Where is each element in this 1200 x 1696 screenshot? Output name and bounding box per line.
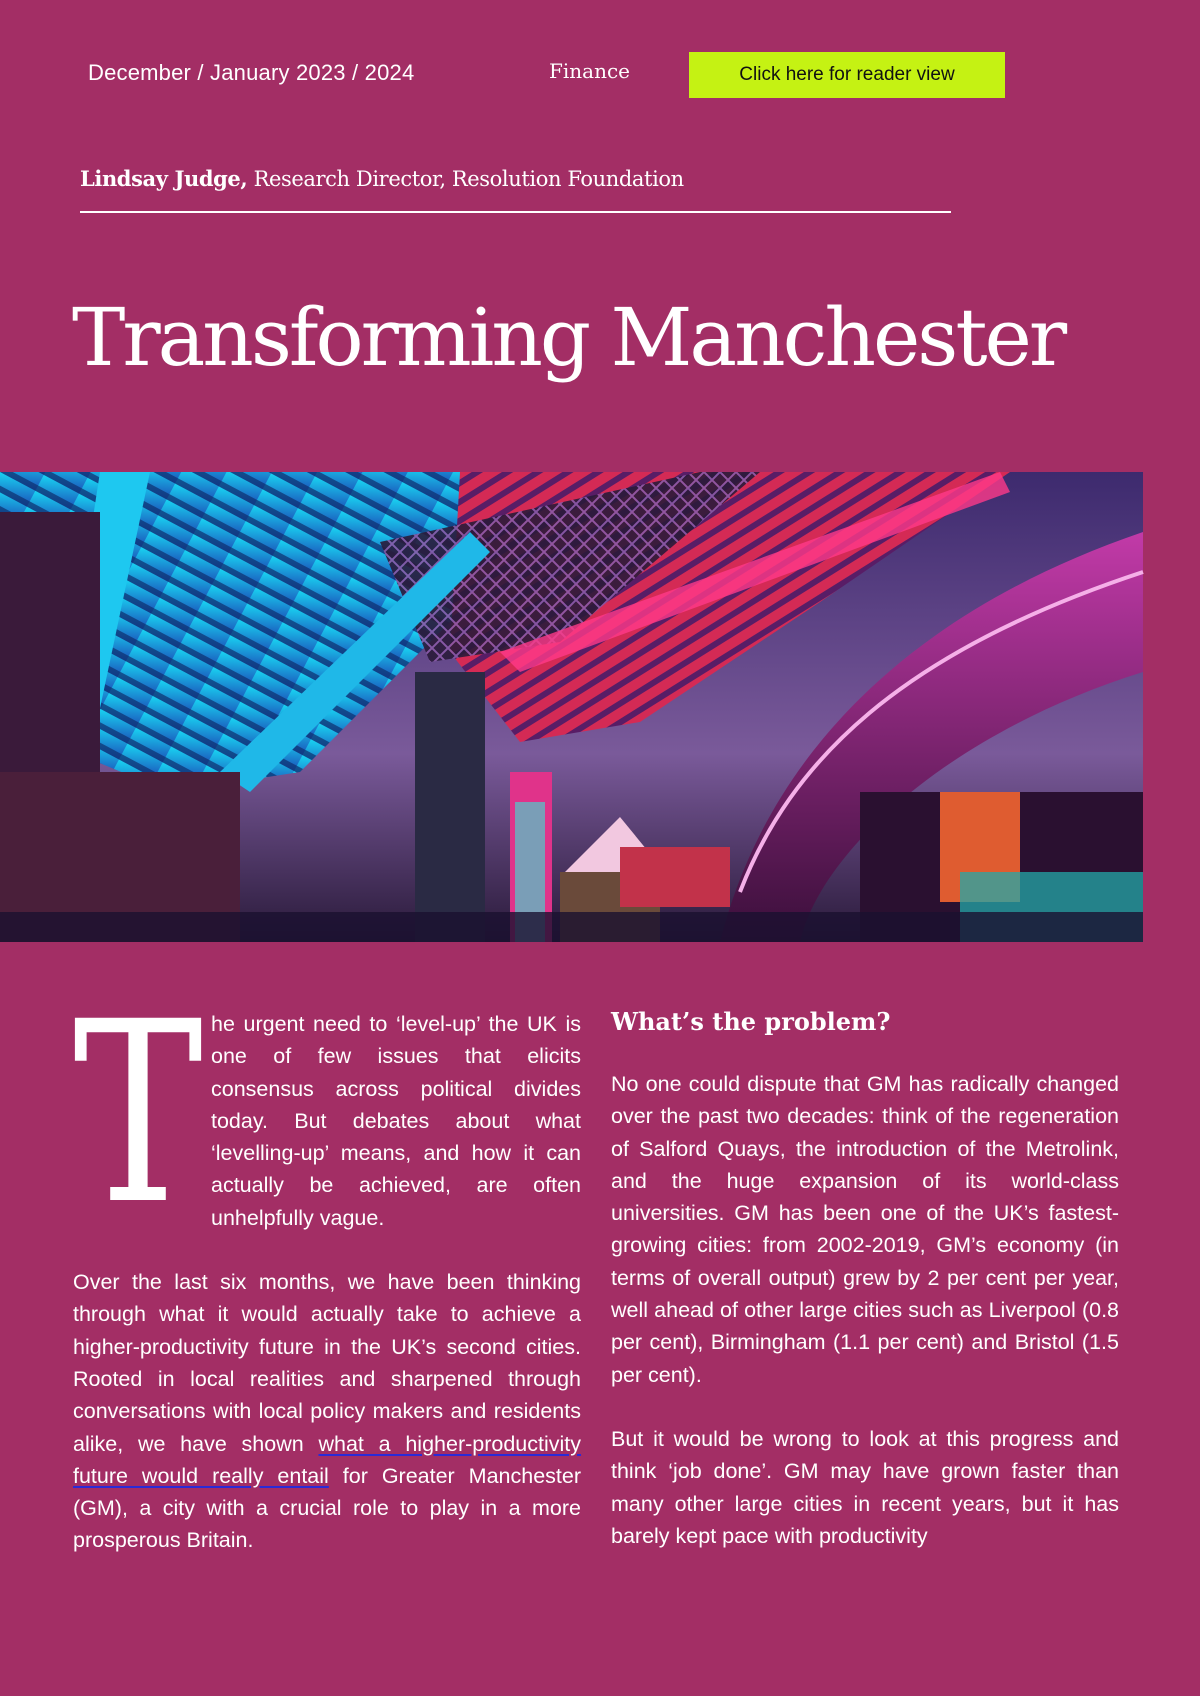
hero-image [0, 472, 1143, 942]
paragraph-text: for Greater Manchester (GM), a city with a crucial role to play in a more prosperous Britain. [73, 1463, 581, 1553]
svg-text:T: T [73, 968, 203, 1259]
byline-author: Lindsay Judge, [80, 166, 248, 191]
article-column-right [611, 1008, 1119, 1584]
body-paragraph: No one could dispute that GM has radically changed over the past two decades: think of the regeneration of Salford Quays, the introduction of the Metrolink, and the huge expansion of its world-class universities. GM has been one of the UK’s fastest-growing cities: from 2002-2019, GM’s economy (in terms of overall output) grew by 2 per cent per year, well ahead of other large cities such as Liverpool (0.8 per cent), Birmingham (1.1 per cent) and Bristol (1.5 per cent). [611, 1072, 1119, 1387]
byline-divider [80, 211, 951, 213]
drop-cap [73, 968, 203, 1259]
section-tag[interactable]: Finance [549, 59, 630, 83]
body-paragraph [73, 1266, 581, 1557]
reader-view-button[interactable]: Click here for reader view [689, 52, 1005, 98]
paragraph-text: Over the last six months, we have been thinking through what it would actually take to achieve a higher-productivity future in the UK’s second cities. Rooted in local realities and sharpened through conversations with local policy makers and residents alike, we have shown [73, 1270, 581, 1456]
report-link[interactable]: what a higher-productivity future would really entail [73, 1431, 582, 1488]
section-heading: What’s the problem? [611, 1007, 891, 1036]
article-column-left [73, 968, 582, 1589]
byline-role: Research Director, Resolution Foundation [253, 167, 684, 191]
article-title: Transforming Manchester [72, 291, 1065, 384]
intro-paragraph: he urgent need to ‘level-up’ the UK is one of few issues that elicits consensus across political divides today. But debates about what ‘levelling-up’ means, and how it can actually be achieved, are often unhelpfully vague. [211, 1012, 581, 1230]
issue-date: December / January 2023 / 2024 [88, 60, 415, 85]
body-paragraph: But it would be wrong to look at this progress and think ‘job done’. GM may have grown faster than many other large cities in recent years, but it has barely kept pace with productivity [611, 1426, 1119, 1548]
byline [80, 166, 684, 191]
